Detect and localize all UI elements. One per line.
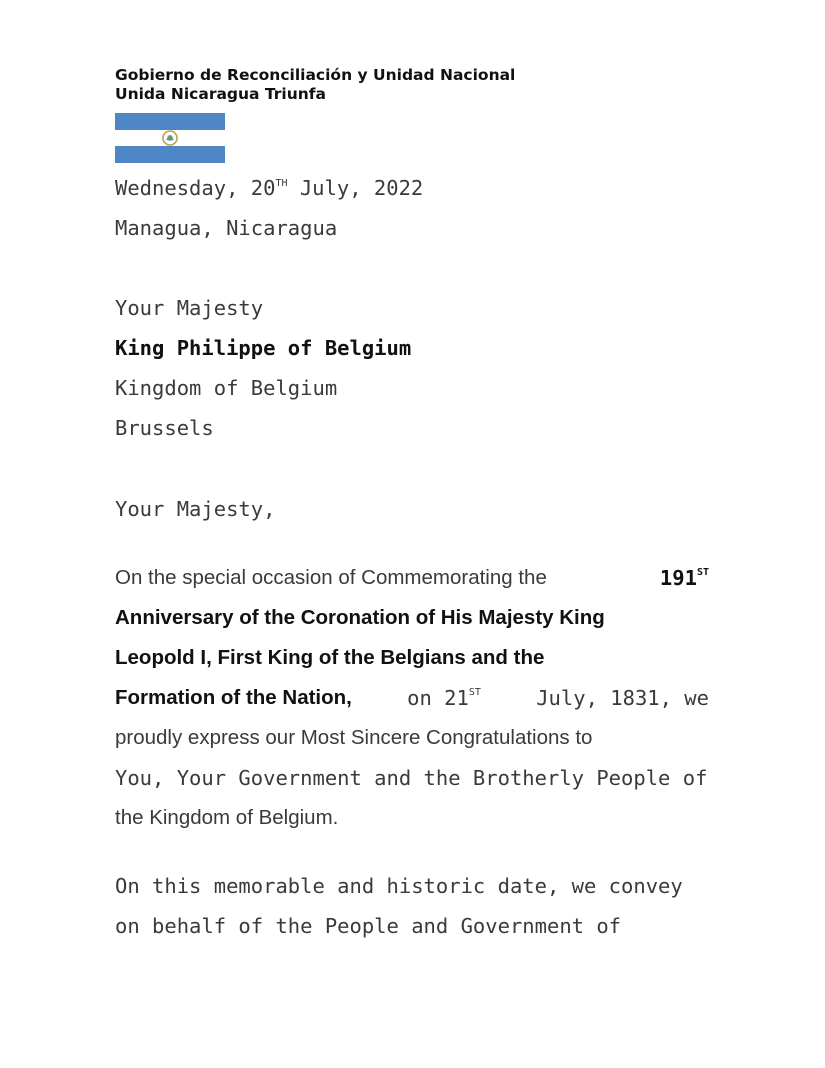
paragraph-line: on behalf of the People and Government of [115,914,622,938]
recipient-country: Kingdom of Belgium [115,376,338,400]
paragraph-line: On this memorable and historic date, we convey [115,874,683,898]
letterhead-slogan: Unida Nicaragua Triunfa [115,85,327,103]
letterhead-government: Gobierno de Reconciliación y Unidad Nacional [115,66,516,84]
recipient-salutation: Your Majesty [115,296,264,320]
paragraph-line: You, Your Government and the Brotherly People of [115,766,708,790]
nicaragua-flag-icon [115,113,225,163]
letter-place: Managua, Nicaragua [115,216,338,240]
letter-greeting: Your Majesty, [115,497,276,521]
recipient-name: King Philippe of Belgium [115,336,412,360]
letter-date: Wednesday, 20TH July, 2022 [115,176,424,200]
paragraph-line: the Kingdom of Belgium. [115,806,339,829]
letterhead [115,66,515,104]
paragraph-line: proudly express our Most Sincere Congratulations to [115,726,593,749]
paragraph-line: Anniversary of the Coronation of His Majesty King [115,606,605,629]
flag-top-stripe [115,113,225,130]
paragraph-line: Leopold I, First King of the Belgians and the [115,646,545,669]
paragraph-line: Formation of the Nation, on 21ST July, 1831, we [115,686,709,710]
flag-bottom-stripe [115,146,225,163]
paragraph-congratulations [115,558,709,838]
paragraph-line: On the special occasion of Commemorating the 191ST [115,566,709,590]
paragraph-historic-date [115,866,709,946]
recipient-city: Brussels [115,416,214,440]
